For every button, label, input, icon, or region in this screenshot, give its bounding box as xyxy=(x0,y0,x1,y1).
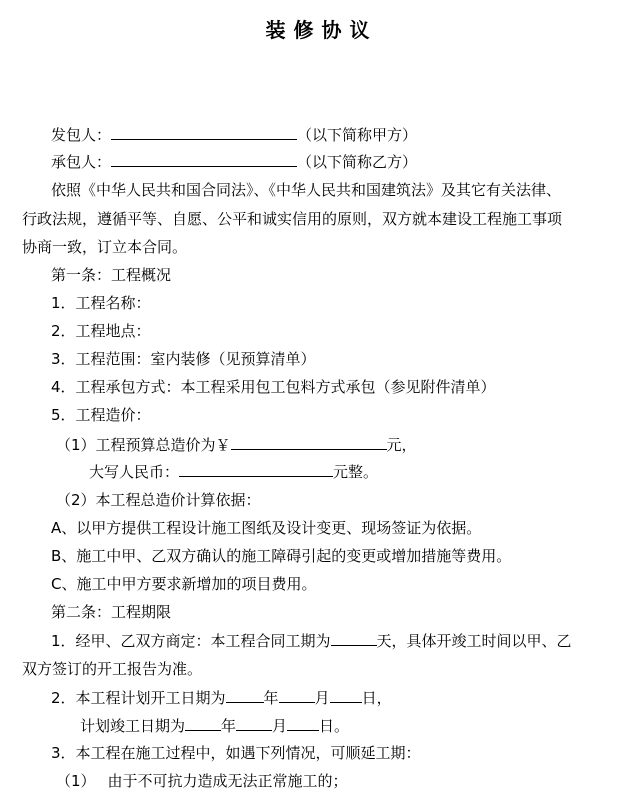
end-date-line xyxy=(80,715,349,736)
start-day-blank[interactable] xyxy=(330,687,362,703)
article1-heading: 第一条：工程概况 xyxy=(51,266,172,284)
duration-prefix: 1．经甲、乙双方商定：本工程合同工期为 xyxy=(51,632,331,650)
start-date-prefix: 2．本工程计划开工日期为 xyxy=(51,689,226,707)
cost-basis-b: B、施工中甲、乙双方确认的施工障碍引起的变更或增加措施等费用。 xyxy=(51,547,512,565)
end-year-label: 年 xyxy=(221,717,237,735)
budget-total-prefix: （1）工程预算总造价为￥ xyxy=(56,436,231,454)
start-month-label: 月 xyxy=(314,689,330,707)
article2-heading: 第二条：工程期限 xyxy=(51,603,172,621)
contract-method-item: 4．工程承包方式：本工程采用包工包料方式承包（参见附件清单） xyxy=(51,378,496,396)
party-a-note: （以下简称甲方） xyxy=(297,126,418,144)
cost-basis-c: C、施工中甲方要求新增加的项目费用。 xyxy=(51,575,317,593)
cost-basis-a: A、以甲方提供工程设计施工图纸及设计变更、现场签证为依据。 xyxy=(51,519,482,537)
party-a-blank[interactable] xyxy=(111,124,297,140)
start-year-blank[interactable] xyxy=(226,687,264,703)
start-year-label: 年 xyxy=(263,689,279,707)
project-scope-item: 3．工程范围：室内装修（见预算清单） xyxy=(51,350,316,368)
duration-suffix: 天，具体开竣工时间以甲、乙 xyxy=(376,632,572,650)
end-month-label: 月 xyxy=(272,717,288,735)
extension-item-1-text: 由于不可抗力造成无法正常施工的； xyxy=(107,772,348,790)
party-b-note: （以下简称乙方） xyxy=(297,153,418,171)
end-day-label: 日。 xyxy=(319,717,350,735)
extension-item-1-number: （1） xyxy=(56,772,96,790)
extension-heading: 3．本工程在施工过程中，如遇下列情况，可顺延工期： xyxy=(51,744,421,762)
party-a-label: 发包人： xyxy=(51,126,112,144)
preamble-line-2: 行政法规，遵循平等、自愿、公平和诚实信用的原则，双方就本建设工程施工事项 xyxy=(22,210,563,228)
capital-amount-blank[interactable] xyxy=(179,461,333,477)
party-b-blank[interactable] xyxy=(111,151,297,167)
end-date-prefix: 计划竣工日期为 xyxy=(80,717,186,735)
party-b-label: 承包人： xyxy=(51,153,112,171)
duration-line xyxy=(51,630,572,651)
budget-total-line xyxy=(56,434,417,455)
capital-amount-suffix: 元整。 xyxy=(333,463,379,481)
budget-total-blank[interactable] xyxy=(231,434,387,450)
capital-amount-line xyxy=(89,461,378,482)
end-day-blank[interactable] xyxy=(287,715,319,731)
duration-days-blank[interactable] xyxy=(331,630,377,646)
document-title: 装修协议 xyxy=(265,18,378,42)
start-day-label: 日， xyxy=(361,689,392,707)
capital-amount-prefix: 大写人民币： xyxy=(89,463,180,481)
budget-total-suffix: 元， xyxy=(386,436,417,454)
duration-line-2: 双方签订的开工报告为准。 xyxy=(22,660,203,678)
cost-basis-heading: （2）本工程总造价计算依据： xyxy=(56,491,261,509)
party-a-line xyxy=(51,124,417,145)
end-month-blank[interactable] xyxy=(236,715,272,731)
party-b-line xyxy=(51,151,417,172)
preamble-line-3: 协商一致，订立本合同。 xyxy=(22,238,188,256)
extension-item-1 xyxy=(56,771,348,791)
project-name-item: 1．工程名称： xyxy=(51,294,151,312)
start-date-line xyxy=(51,687,392,708)
preamble-line-1: 依照《中华人民共和国合同法》、《中华人民共和国建筑法》及其它有关法律、 xyxy=(51,181,562,199)
start-month-blank[interactable] xyxy=(279,687,315,703)
end-year-blank[interactable] xyxy=(185,715,221,731)
project-cost-item: 5．工程造价： xyxy=(51,406,151,424)
project-location-item: 2．工程地点： xyxy=(51,322,151,340)
